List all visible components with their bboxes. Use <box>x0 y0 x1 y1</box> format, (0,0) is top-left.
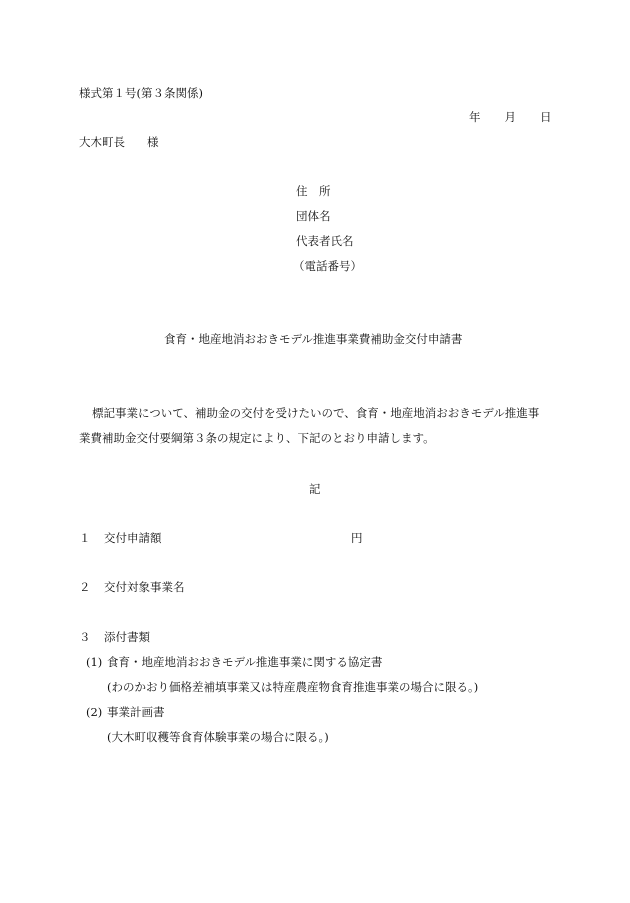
body-line-1: 標記事業について、補助金の交付を受けたいので、食育・地産地消おおきモデル推進事 <box>92 406 540 420</box>
date-year-label: 年 <box>469 110 481 124</box>
applicant-rep-label: 代表者氏名 <box>296 234 354 248</box>
addressee-line <box>79 135 159 150</box>
date-line <box>469 110 552 125</box>
date-day-label: 日 <box>540 110 552 124</box>
item-1-suffix: 円 <box>351 531 363 545</box>
form-label: 様式第１号(第３条関係) <box>79 86 203 100</box>
item-2-number: ２ <box>79 580 91 594</box>
item-3-number: ３ <box>79 630 91 644</box>
item-3-label: 添付書類 <box>104 630 150 644</box>
body-line-2: 業費補助金交付要綱第３条の規定により、下記のとおり申請します。 <box>79 431 435 445</box>
addressee-name: 大木町長 <box>79 135 125 149</box>
attachment-2-number: (2) <box>86 705 103 719</box>
date-month-label: 月 <box>504 110 516 124</box>
item-1 <box>79 531 91 546</box>
item-2-label: 交付対象事業名 <box>104 580 185 594</box>
attachment-1-text: 食育・地産地消おおきモデル推進事業に関する協定書 <box>107 655 383 669</box>
applicant-address-label: 住 所 <box>296 184 331 198</box>
attachment-1-note: (わのかおり価格差補填事業又は特産農産物食育推進事業の場合に限る。) <box>107 680 479 694</box>
attachment-1-number: (1) <box>86 655 103 669</box>
applicant-phone-label: （電話番号） <box>293 259 362 273</box>
item-1-label: 交付申請額 <box>104 531 162 545</box>
attachment-2-note: (大木町収穫等食育体験事業の場合に限る。) <box>107 730 329 744</box>
addressee-honorific: 様 <box>147 135 159 149</box>
item-1-number: １ <box>79 531 91 545</box>
document-title: 食育・地産地消おおきモデル推進事業費補助金交付申請書 <box>164 332 463 346</box>
ki-heading: 記 <box>309 482 321 496</box>
applicant-org-label: 団体名 <box>296 209 331 223</box>
attachment-2-text: 事業計画書 <box>107 705 165 719</box>
